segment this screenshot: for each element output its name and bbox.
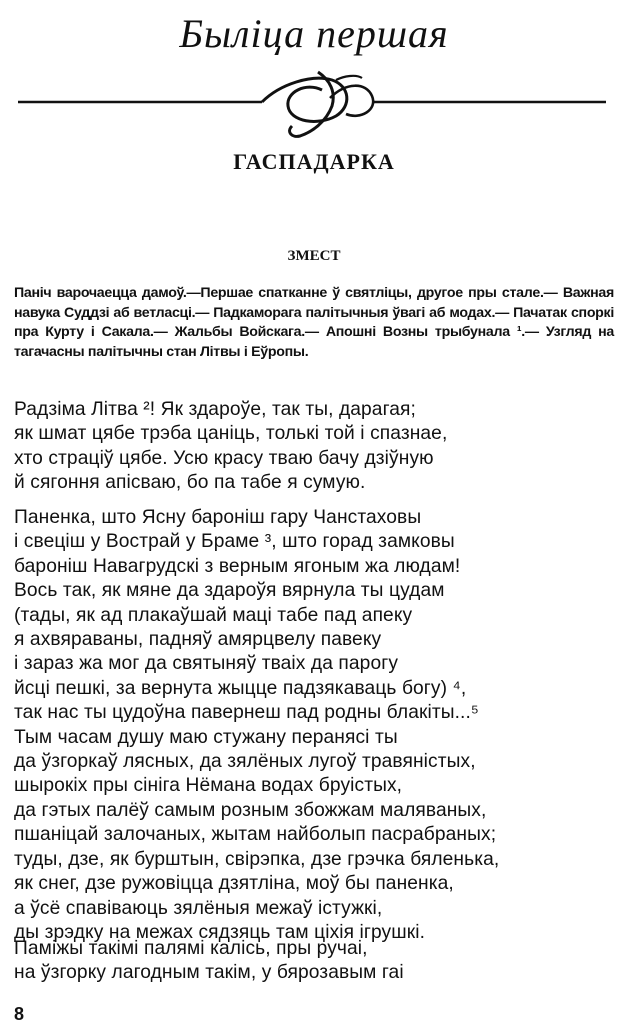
poem-stanza [14,398,614,496]
poem-line: Паміжы такімі палямі калісь, пры ручаі, [14,938,368,959]
poem-line: як снег, дзе ружовіцца дзятліна, моў бы паненка, [14,873,454,895]
section-heading: ГАСПАДАРКА [233,149,395,174]
page-number: 8 [14,1004,25,1024]
poem-line: і зараз жа мог да святыняў тваіх да парогу [14,653,399,675]
poem-line: як шмат цябе трэба цаніць, толькі той і спазнае, [14,423,448,445]
poem-line: так нас ты цудоўна павернеш пад родны блакіты...⁵ [14,702,479,724]
poem-line: хто страціў цябе. Усю красу тваю бачу дзіўную [14,447,434,469]
poem-line: Вось так, як мяне да здароўя вярнула ты цудам [14,580,445,602]
poem-line: на ўзгорку лагодным такім, у бярозавым гаі [14,962,404,984]
poem-line: й сягоння апісваю, бо па табе я сумую. [14,472,366,494]
poem-line: шырокіх пры сініга Нёмана водах бруістых, [14,775,403,797]
flourish-ornament-icon [0,62,628,142]
poem-line: Радзіма Літва ²! Як здароўе, так ты, дарагая; [14,399,416,420]
poem-line: да гэтых палёў самым розным збожжам маляваных, [14,799,487,821]
poem-stanza [14,937,614,986]
poem-line: я ахвяраваны, падняў амярцвелу павеку [14,629,382,651]
chapter-title: Быліца першая [179,11,449,56]
poem-line: да ўзгоркаў лясных, да зялёных лугоў травяністых, [14,751,476,773]
poem-line: Паненка, што Ясну бароніш гару Чанстаховы [14,507,422,528]
poem-line: ды зрэдку на межах сядзяць там ціхія ігрушкі. [14,921,426,943]
poem-line: йсці пешкі, за вернута жыцце падзякаваць богу) ⁴, [14,677,467,699]
poem-line: Тым часам душу маю стужану перанясі ты [14,726,398,748]
contents-heading: ЗМЕСТ [287,248,341,264]
poem-line: туды, дзе, як бурштын, свірэпка, дзе грэчка бяленька, [14,848,500,870]
poem-line: бароніш Навагрудскі з верным ягоным жа людам! [14,555,461,577]
poem-line: а ўсё спавіваюць зялёныя межаў істужкі, [14,897,383,919]
poem-line: пшаніцай залочаных, жытам найболып пасрабраных; [14,824,497,846]
poem-line: і свеціш у Вострай у Браме ³, што горад замковы [14,531,455,553]
poem-stanza [14,506,614,945]
chapter-summary: Паніч варочаецца дамоў.—Першае спатканне ў святліцы, другое пры сталe.— Важная навука Суддзі аб ветласці.— Падкаморага палітычныя ўвагі аб модах.— Пачатак споркі пра Курту і Сакала.— Жальбы Войскага.— Апошні Возны трыбунала ¹.— Узгляд на тагачасны палітычны стан Літвы і Еўропы. [14,285,614,360]
poem-line: (тады, як ад плакаўшай маці табе пад апеку [14,604,413,626]
